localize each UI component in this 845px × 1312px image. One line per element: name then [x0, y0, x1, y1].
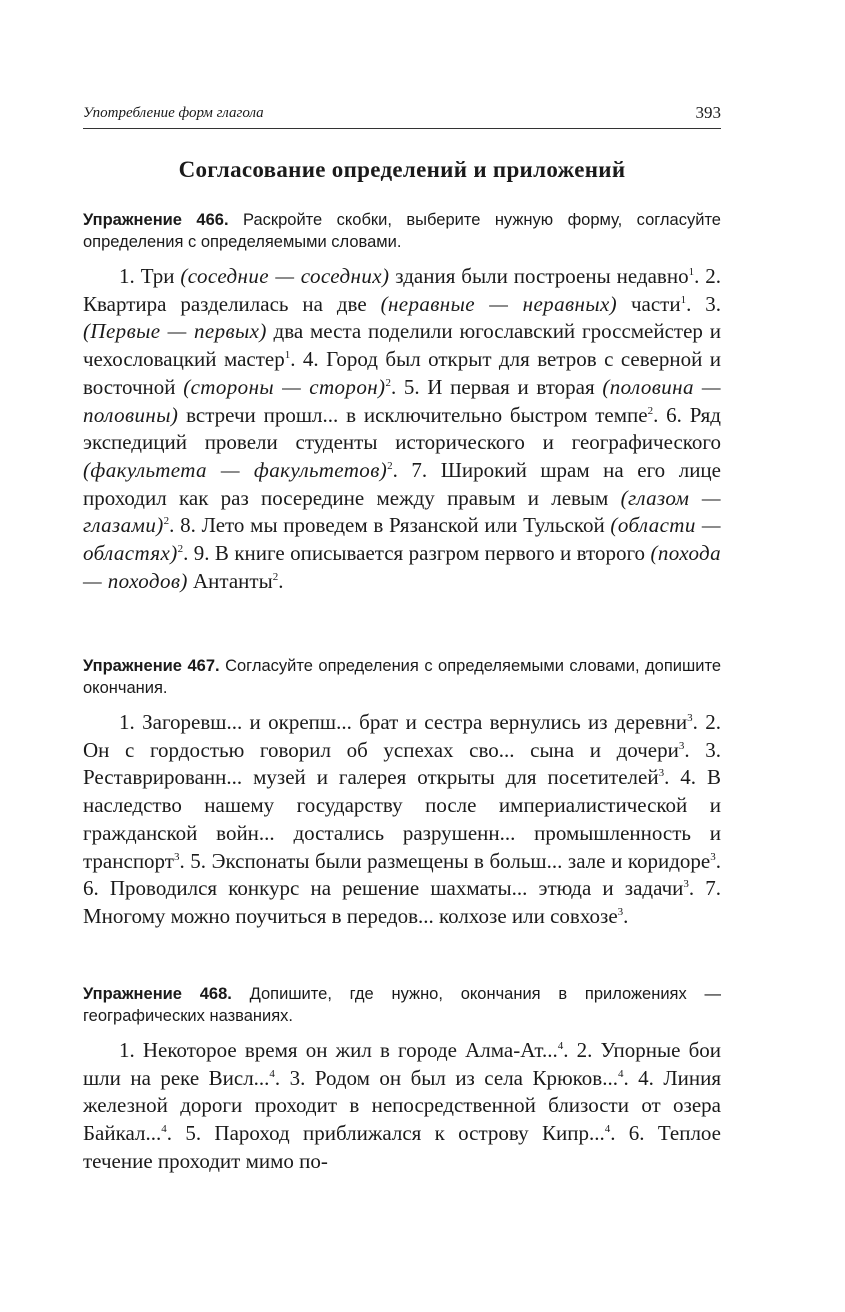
sentence-punct: . — [688, 876, 695, 901]
sentence-punct: . — [183, 541, 189, 566]
sentence-text: 9. В книге описывается разгром первого и второго — [188, 541, 651, 566]
sentence-punct: . — [563, 1038, 569, 1062]
sentence-text: части — [617, 291, 681, 316]
sentence-punct: . — [274, 1065, 281, 1090]
sentence-text: 2. Он с гордостью говорил об успехах сво... сына и дочери — [83, 710, 721, 762]
exercise-467 — [83, 655, 721, 931]
exercise-468 — [83, 983, 721, 1176]
sentence-punct: . — [623, 903, 629, 928]
sentence-options: (соседние — соседних) — [180, 264, 390, 288]
sentence-text: 1. Три — [119, 264, 181, 288]
footnote-ref: 2 — [177, 543, 184, 556]
footnote-ref: 4 — [269, 1067, 275, 1080]
sentence-punct: . — [686, 291, 692, 316]
sentence-punct: . — [390, 374, 397, 399]
sentence-text: 2. Упорные бои шли на реке Висл... — [83, 1038, 722, 1090]
exercise-instruction — [83, 983, 721, 1027]
footnote-ref: 3 — [687, 712, 693, 724]
sentence-text: 5. Экспонаты были размещены в больш... зале и коридоре — [184, 848, 711, 873]
exercise-label: Упражнение 468. — [83, 985, 232, 1003]
sentence-text: 2. Квартира разделилась на две — [83, 264, 722, 316]
sentence-options: (стороны — сторон) — [183, 374, 386, 399]
sentence-punct: . — [278, 568, 284, 593]
exercise-body — [83, 263, 721, 595]
sentence-text: 1. Некоторое время он жил в городе Алма-Ат... — [119, 1038, 558, 1062]
sentence-punct: . — [664, 765, 670, 790]
footnote-ref: 3 — [658, 767, 665, 780]
sentence-text: 6. Теплое течение проходит мимо по- — [83, 1121, 721, 1173]
exercise-label: Упражнение 467. — [83, 657, 220, 675]
exercise-sentence — [119, 1038, 568, 1062]
footnote-ref: 1 — [284, 349, 291, 362]
exercise-sentence — [185, 849, 721, 873]
exercise-label: Упражнение 466. — [83, 211, 229, 229]
sentence-options: (глазом — глазами) — [83, 485, 721, 538]
footnote-ref: 3 — [683, 878, 689, 891]
footnote-ref: 3 — [173, 850, 180, 863]
sentence-punct: . — [166, 1121, 172, 1146]
sentence-options: (неравные — неравных) — [380, 291, 618, 316]
sentence-punct: . — [169, 513, 175, 538]
sentence-punct: . — [694, 264, 700, 288]
sentence-punct: . — [653, 402, 659, 427]
footnote-ref: 2 — [163, 515, 170, 528]
sentence-text: здания были построены недавно — [389, 264, 689, 288]
footnote-ref: 1 — [680, 293, 687, 306]
exercise-sentence — [119, 264, 699, 288]
footnote-ref: 4 — [617, 1067, 624, 1080]
sentence-options: (факультета — факультетов) — [83, 457, 388, 482]
sentence-text: 5. И первая и вторая — [396, 374, 603, 399]
footnote-ref: 3 — [678, 739, 685, 752]
sentence-text: 6. Проводился конкурс на решение шахматы... этюда и задачи — [83, 876, 684, 901]
sentence-text: 6. Ряд экспедиций провели студенты исторического и географического — [83, 402, 721, 455]
footnote-ref: 3 — [710, 850, 716, 863]
sentence-punct: . — [715, 848, 721, 873]
sentence-punct: . — [179, 848, 185, 873]
sentence-options: (Первые — первых) — [83, 319, 267, 344]
running-head — [83, 103, 721, 129]
footnote-ref: 2 — [647, 404, 654, 417]
sentence-text: 4. Город был открыт для ветров с северной и восточной — [83, 347, 721, 399]
exercise-body — [83, 1037, 721, 1176]
exercise-instruction-text: Согласуйте определения с определяемыми словами, допишите окончания. — [83, 657, 721, 697]
exercise-instruction — [83, 655, 721, 699]
sentence-text: 3. Родом он был из села Крюков... — [280, 1065, 618, 1090]
sentence-text: 4. В наследство нашему государству после империалистической и гражданской войн... достались разрушенн... промышленность и транспорт — [83, 765, 721, 873]
sentence-text: 4. Линия железной дороги проходит в непосредственной близости от озера Байкал... — [83, 1065, 721, 1146]
sentence-text: 3. — [691, 291, 721, 316]
sentence-punct: . — [623, 1065, 629, 1090]
sentence-text: Антанты — [187, 568, 273, 593]
sentence-text: 3. Реставрированн... музей и галерея открыты для посетителей — [83, 737, 721, 790]
exercise-sentence — [83, 876, 694, 900]
sentence-text: 7. Широкий шрам на его лице проходил как раз посередине между правым и левым — [83, 457, 721, 510]
sentence-options: (половина — половины) — [83, 374, 722, 427]
sentence-options: (области — областях) — [83, 513, 721, 566]
exercise-instruction — [83, 209, 721, 253]
sentence-text: 8. Лето мы проведем в Рязанской или Тульской — [174, 513, 611, 538]
exercise-466 — [83, 209, 721, 595]
footnote-ref: 2 — [387, 459, 393, 472]
exercise-sentence — [280, 1066, 629, 1090]
sentence-text: два места поделили югославский гроссмейстер и чехословацкий мастер — [83, 319, 721, 372]
exercise-instruction-text: Раскройте скобки, выберите нужную форму, согласуйте определения с определяемыми словами. — [83, 211, 721, 251]
footnote-ref: 4 — [557, 1040, 564, 1052]
exercise-sentence — [119, 710, 698, 734]
sentence-text: 7. Многому можно поучиться в передов... колхозе или совхозе — [83, 876, 722, 928]
exercise-instruction-text: Допишите, где нужно, окончания в приложениях — географических названиях. — [83, 985, 721, 1025]
running-title: Употребление форм глагола — [83, 105, 264, 121]
sentence-text: встречи прошл... в исключительно быстром темпе — [178, 402, 648, 427]
sentence-punct: . — [392, 457, 398, 482]
footnote-ref: 2 — [272, 570, 279, 583]
sentence-text: 5. Пароход приближался к острову Кипр... — [172, 1121, 605, 1146]
sentence-punct: . — [684, 737, 690, 762]
sentence-punct: . — [610, 1121, 616, 1146]
footnote-ref: 4 — [161, 1123, 167, 1136]
sentence-options: (похода — походов) — [83, 541, 721, 593]
footnote-ref: 4 — [604, 1123, 611, 1136]
exercise-body — [83, 709, 721, 931]
footnote-ref: 3 — [617, 905, 624, 918]
sentence-punct: . — [290, 347, 296, 372]
footnote-ref: 1 — [688, 266, 695, 278]
sentence-text: 1. Загоревш... и окрепш... брат и сестра вернулись из деревни — [119, 710, 688, 734]
page-number: 393 — [695, 103, 721, 122]
section-title: Согласование определений и приложений — [178, 157, 626, 182]
footnote-ref: 2 — [385, 376, 391, 389]
sentence-punct: . — [692, 710, 698, 734]
exercise-sentence — [172, 1121, 615, 1145]
